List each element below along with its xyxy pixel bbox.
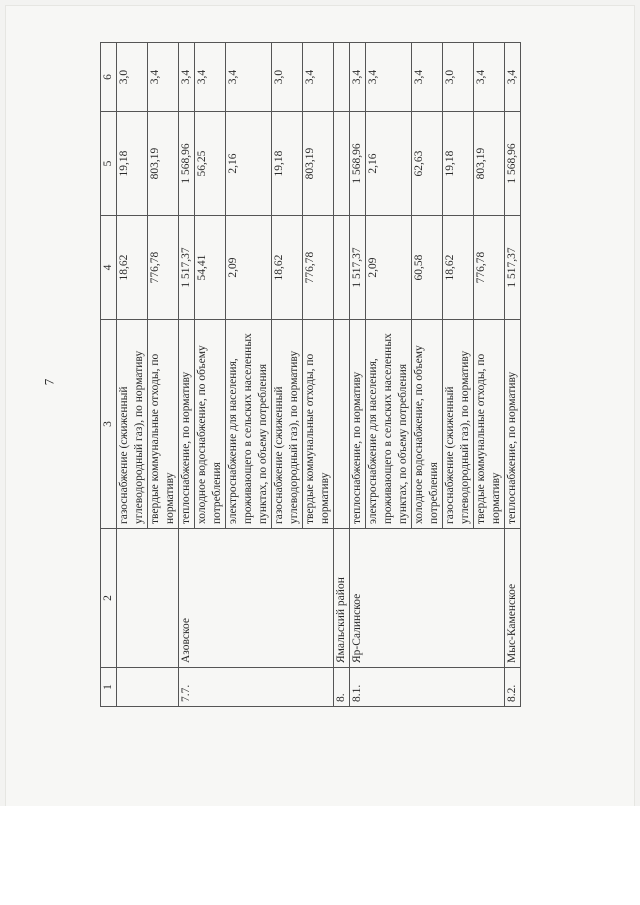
settlement-name: Мыс-Каменское: [505, 529, 521, 668]
header-col-6: 6: [101, 43, 117, 112]
value-col-4: 776,78: [303, 216, 334, 320]
value-col-4: 54,41: [195, 216, 226, 320]
table-row: [334, 43, 350, 707]
row-number: 8.1.: [350, 668, 505, 707]
service-name: твердые коммунальные отходы, по нормативу: [474, 320, 505, 529]
value-col-6: 3,4: [303, 43, 334, 112]
settlement-name: Яр-Салинское: [350, 529, 505, 668]
value-col-5: 803,19: [303, 112, 334, 216]
value-col-6: 3,4: [350, 43, 366, 112]
service-name: газоснабжение (сжиженный углеводородный газ), по нормативу: [443, 320, 474, 529]
value-col-4: 18,62: [117, 216, 148, 320]
service-name: теплоснабжение, по нормативу: [179, 320, 195, 529]
service-name: газоснабжение (сжиженный углеводородный газ), по нормативу: [272, 320, 303, 529]
row-number: 7.7.: [179, 668, 334, 707]
tariff-table: [100, 42, 521, 707]
value-col-6: 3,0: [117, 43, 148, 112]
table-row: [505, 43, 521, 707]
value-col-4: [334, 216, 350, 320]
value-col-4: 776,78: [148, 216, 179, 320]
value-col-5: 19,18: [272, 112, 303, 216]
value-col-4: 1 517,37: [179, 216, 195, 320]
value-col-5: 803,19: [474, 112, 505, 216]
value-col-6: [334, 43, 350, 112]
value-col-6: 3,4: [505, 43, 521, 112]
service-name: твердые коммунальные отходы, по нормативу: [303, 320, 334, 529]
value-col-5: 19,18: [443, 112, 474, 216]
value-col-6: 3,0: [443, 43, 474, 112]
service-name: твердые коммунальные отходы, по нормативу: [148, 320, 179, 529]
value-col-4: 2,09: [226, 216, 272, 320]
service-name: холодное водоснабжение, по объему потребления: [195, 320, 226, 529]
table-row: [179, 43, 195, 707]
table-header-row: [101, 43, 117, 707]
value-col-6: 3,4: [412, 43, 443, 112]
tariff-table-container: [100, 69, 518, 707]
settlement-name: Ямальский район: [334, 529, 350, 668]
value-col-5: 2,16: [366, 112, 412, 216]
value-col-6: 3,4: [195, 43, 226, 112]
value-col-5: 803,19: [148, 112, 179, 216]
value-col-6: 3,4: [226, 43, 272, 112]
service-name: газоснабжение (сжиженный углеводородный газ), по нормативу: [117, 320, 148, 529]
value-col-5: 1 568,96: [179, 112, 195, 216]
value-col-4: 776,78: [474, 216, 505, 320]
page-bottom-margin: [0, 806, 640, 905]
value-col-5: 1 568,96: [350, 112, 366, 216]
value-col-5: 2,16: [226, 112, 272, 216]
value-col-6: 3,4: [366, 43, 412, 112]
value-col-5: 1 568,96: [505, 112, 521, 216]
value-col-4: 60,58: [412, 216, 443, 320]
service-name: [334, 320, 350, 529]
service-name: электроснабжение для населения, проживающего в сельских населенных пунктах, по объему потребления: [366, 320, 412, 529]
service-name: холодное водоснабжение, по объему потребления: [412, 320, 443, 529]
settlement-name: Азовское: [179, 529, 334, 668]
service-name: теплоснабжение, по нормативу: [505, 320, 521, 529]
page-number: 7: [41, 378, 57, 386]
value-col-6: 3,4: [474, 43, 505, 112]
value-col-4: 18,62: [272, 216, 303, 320]
settlement-name: [117, 529, 179, 668]
header-col-3: 3: [101, 320, 117, 529]
service-name: электроснабжение для населения, проживающего в сельских населенных пунктах, по объему потребления: [226, 320, 272, 529]
value-col-4: 1 517,37: [350, 216, 366, 320]
row-number: 8.: [334, 668, 350, 707]
value-col-5: 56,25: [195, 112, 226, 216]
value-col-6: 3,4: [148, 43, 179, 112]
value-col-4: 1 517,37: [505, 216, 521, 320]
value-col-4: 2,09: [366, 216, 412, 320]
value-col-6: 3,4: [179, 43, 195, 112]
row-number: [117, 668, 179, 707]
table-row: [117, 43, 148, 707]
value-col-5: [334, 112, 350, 216]
header-col-4: 4: [101, 216, 117, 320]
value-col-5: 62,63: [412, 112, 443, 216]
header-col-1: 1: [101, 668, 117, 707]
header-col-2: 2: [101, 529, 117, 668]
value-col-5: 19,18: [117, 112, 148, 216]
value-col-6: 3,0: [272, 43, 303, 112]
header-col-5: 5: [101, 112, 117, 216]
service-name: теплоснабжение, по нормативу: [350, 320, 366, 529]
value-col-4: 18,62: [443, 216, 474, 320]
table-row: [350, 43, 366, 707]
row-number: 8.2.: [505, 668, 521, 707]
